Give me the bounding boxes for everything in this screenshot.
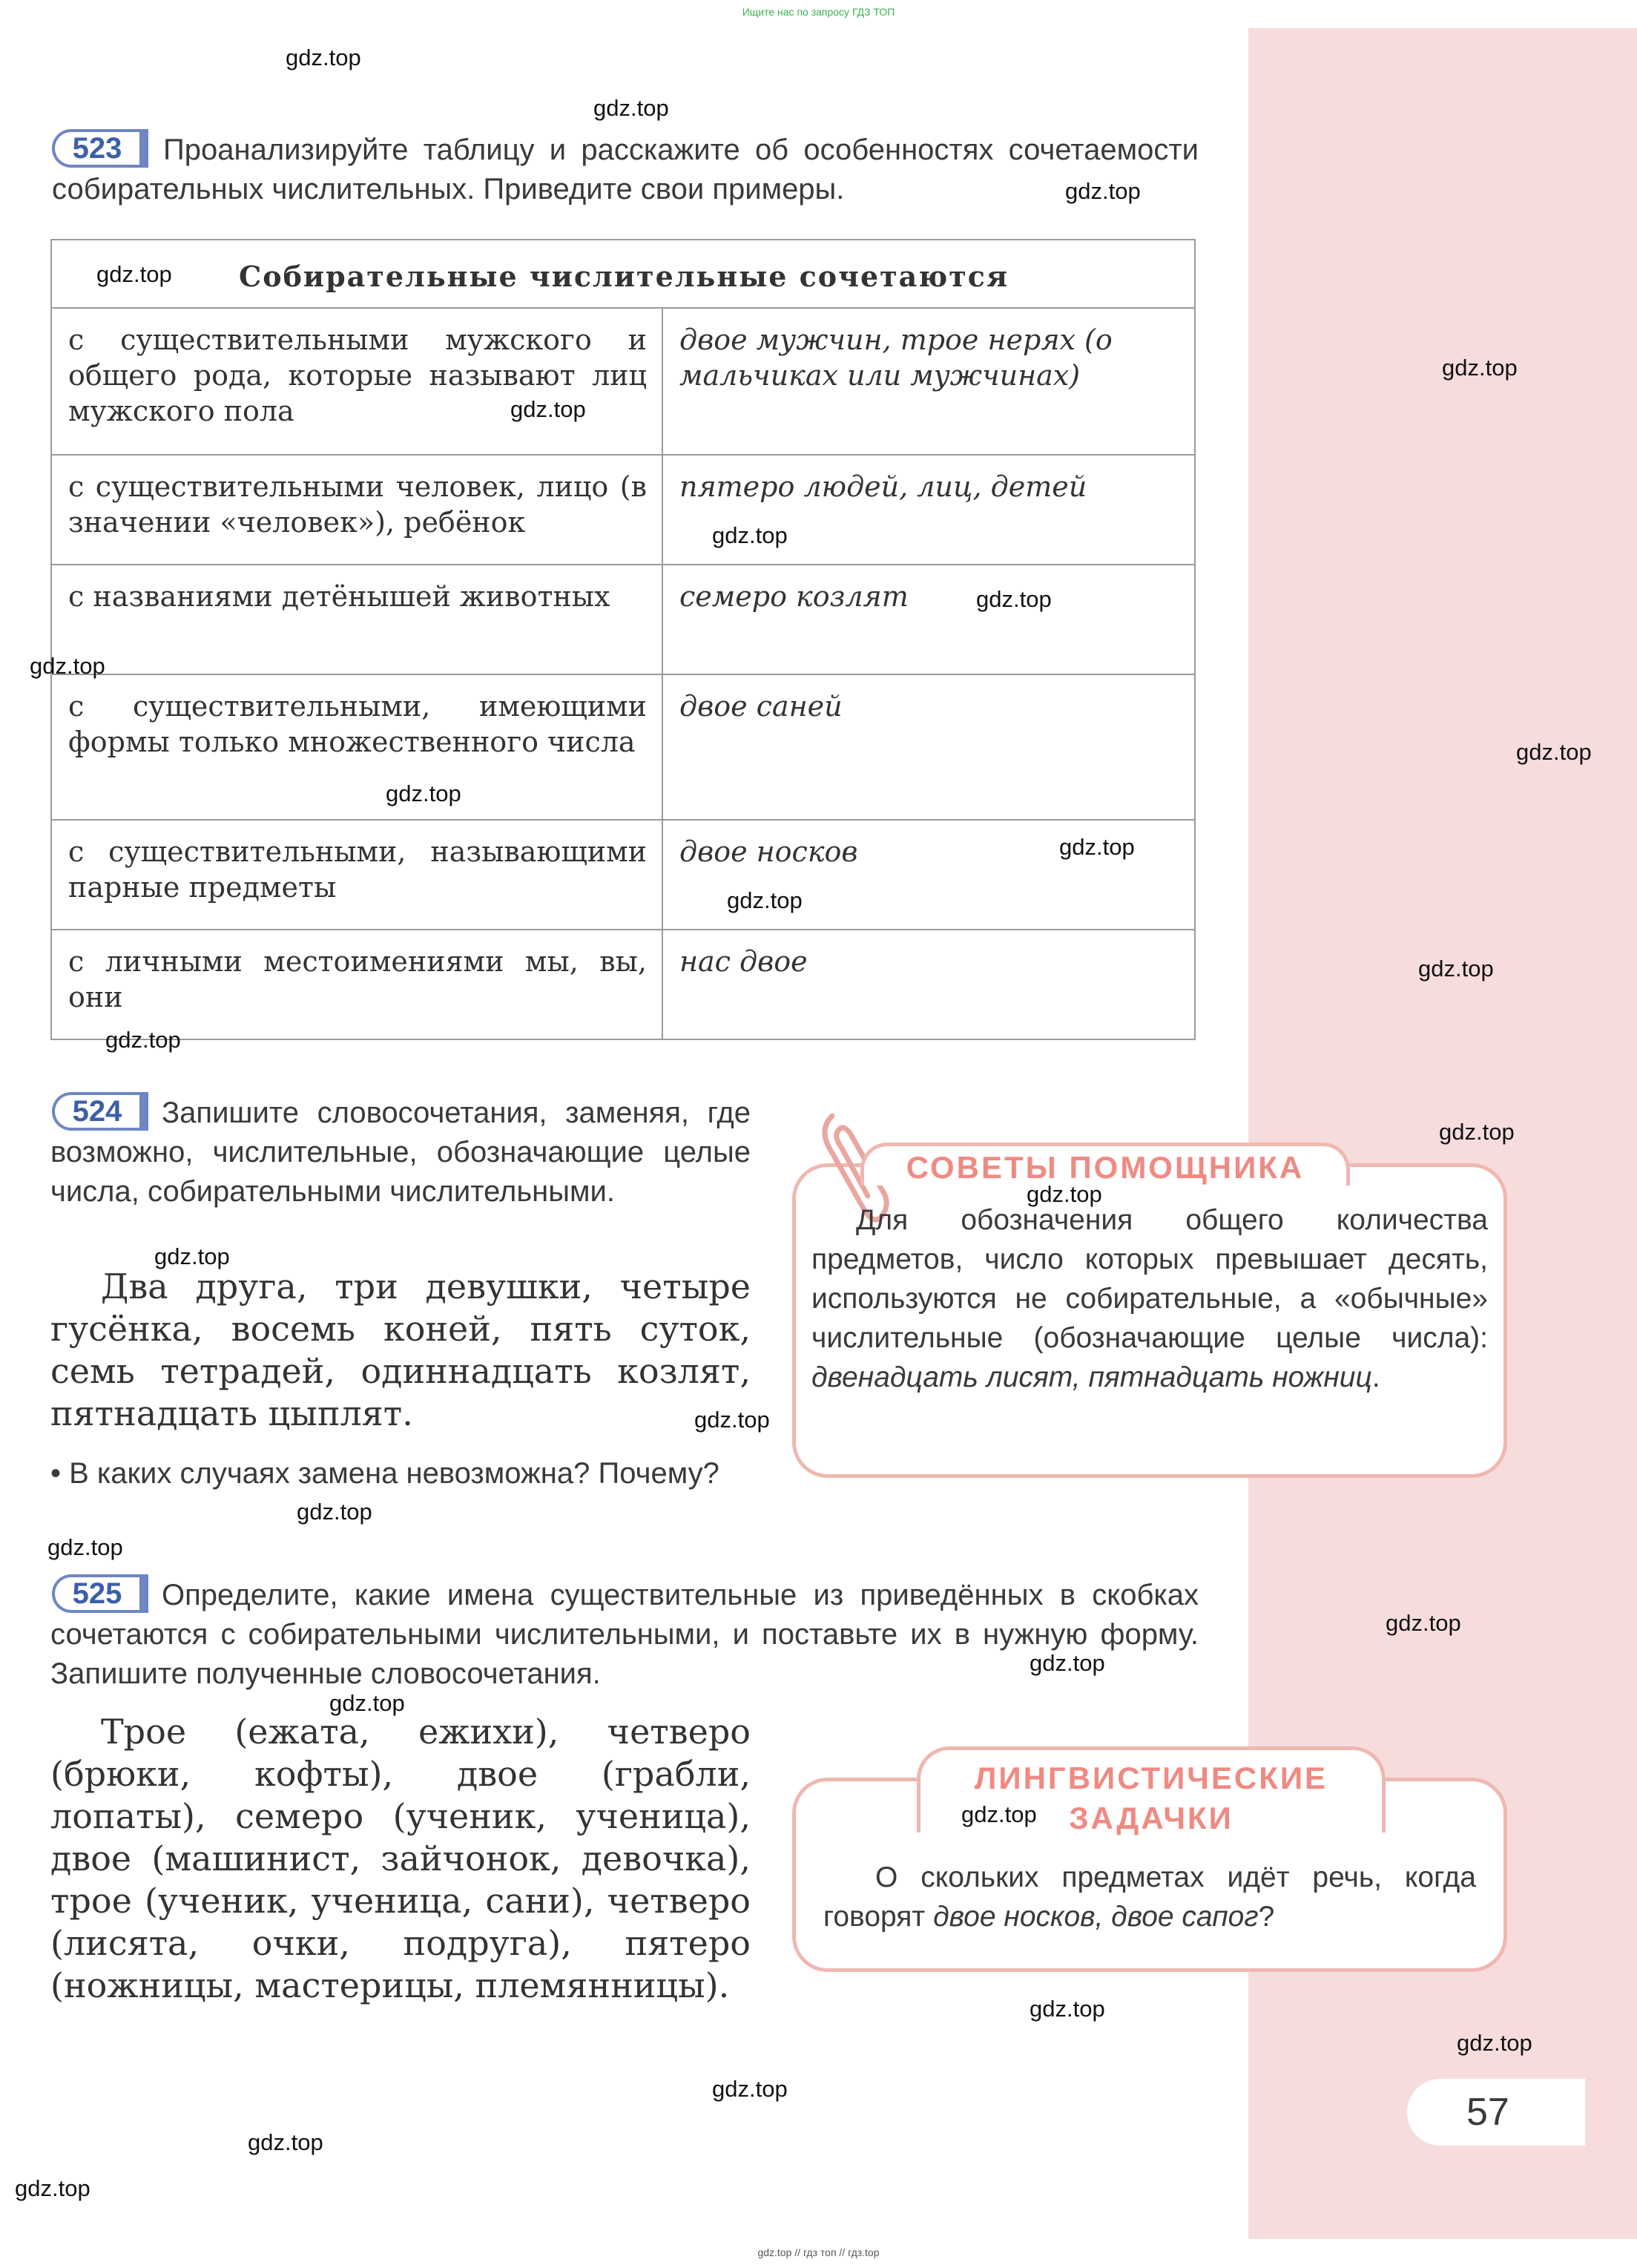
watermark: gdz.top: [712, 522, 788, 548]
exercise-524-text: Запишите словосочетания, заменяя, где возможно, числительные, обозначающие целые числа, собирательными числительными.: [50, 1097, 751, 1208]
watermark: gdz.top: [286, 45, 361, 70]
watermark: gdz.top: [510, 396, 586, 422]
table-cell-example: двое носков: [662, 820, 1195, 930]
table-header: Собирательные числительные сочетаются: [51, 240, 1195, 308]
exercise-524-number: 524: [52, 1092, 148, 1131]
collective-numerals-table: [50, 239, 1196, 1040]
watermark: gdz.top: [248, 2129, 323, 2155]
watermark: gdz.top: [1030, 1650, 1105, 1676]
page-number: 57: [1407, 2079, 1585, 2146]
watermark: gdz.top: [1386, 1610, 1461, 1636]
table-row: [51, 455, 1195, 565]
table-cell-rule: с существительными, имеющими формы только множественного числа: [51, 674, 662, 820]
watermark: gdz.top: [1030, 1996, 1105, 2022]
tips-end: .: [1371, 1361, 1380, 1393]
tips-examples: двенадцать лисят, пятнадцать ножниц: [811, 1361, 1372, 1393]
table-cell-rule: с существительными мужского и общего рода, которые называют лиц мужского пола: [51, 308, 662, 455]
exercise-524-example: Два друга, три девушки, четыре гусёнка, восемь коней, пять суток, семь тетрадей, одиннадцать козлят, пятнадцать цыплят.: [50, 1266, 751, 1433]
watermark: gdz.top: [727, 887, 803, 913]
watermark: gdz.top: [47, 1534, 123, 1560]
watermark: gdz.top: [1439, 1119, 1515, 1145]
table-cell-example: двое мужчин, трое нерях (о мальчиках или мужчинах): [662, 308, 1195, 455]
exercise-524-task: [50, 1094, 751, 1212]
watermark: gdz.top: [712, 2076, 788, 2102]
tips-text: [811, 1200, 1488, 1397]
puzzles-end: ?: [1258, 1901, 1275, 1933]
exercise-523-number: 523: [52, 129, 148, 168]
watermark: gdz.top: [1457, 2030, 1532, 2056]
table-row: [51, 674, 1195, 820]
puzzles-text: [823, 1858, 1476, 1936]
table-row: [51, 930, 1195, 1039]
puzzles-text-main: О скольких предметах идёт речь, когда говорят: [823, 1861, 1476, 1933]
tips-text-main: Для обозначения общего количества предметов, число которых превышает десять, используются не собирательные, а «обычные» числительные (обозначающие целые числа):: [811, 1204, 1488, 1354]
watermark: gdz.top: [1442, 355, 1518, 381]
watermark: gdz.top: [1065, 178, 1141, 204]
exercise-525-number: 525: [52, 1574, 148, 1613]
watermark: gdz.top: [961, 1801, 1037, 1827]
exercise-525-task: [50, 1576, 1199, 1694]
watermark: gdz.top: [694, 1407, 770, 1433]
exercise-523-task: [52, 131, 1199, 209]
top-banner: Ищите нас по запросу ГДЗ ТОП: [742, 6, 895, 18]
watermark: gdz.top: [1418, 956, 1494, 982]
watermark: gdz.top: [976, 586, 1052, 612]
table-cell-example: двое саней: [662, 674, 1195, 820]
table-cell-rule: с существительными человек, лицо (в значении «человек»), ребёнок: [51, 455, 662, 565]
watermark: gdz.top: [1027, 1181, 1102, 1207]
table-row: [51, 820, 1195, 930]
watermark: gdz.top: [15, 2175, 90, 2201]
watermark: gdz.top: [329, 1690, 405, 1716]
watermark: gdz.top: [593, 95, 669, 121]
table-row: [51, 308, 1195, 455]
watermark: gdz.top: [1059, 834, 1135, 860]
table-cell-example: пятеро людей, лиц, детей: [662, 455, 1195, 565]
bottom-banner: gdz.top // гдз топ // гдз.top: [757, 2246, 880, 2258]
table-cell-example: семеро козлят: [662, 565, 1195, 674]
table-cell-rule: с личными местоимениями мы, вы, они: [51, 930, 662, 1039]
watermark: gdz.top: [297, 1499, 372, 1525]
exercise-525-example: Трое (ежата, ежихи), четверо (брюки, кофты), двое (грабли, лопаты), семеро (ученик, ученица), двое (машинист, зайчонок, девочка), трое (ученик, ученица, сани), четверо (лисята, очки, подруга), пятеро (ножницы, мастерицы, племянницы).: [50, 1712, 751, 2005]
exercise-525-text: Определите, какие имена существительные из приведённых в скобках сочетаются с собирательными числительными, и поставьте их в нужную форму. Запишите полученные словосочетания.: [50, 1579, 1199, 1690]
puzzles-title-line1: ЛИНГВИСТИЧЕСКИЕ: [974, 1761, 1328, 1795]
puzzles-title-line2: ЗАДАЧКИ: [1069, 1801, 1233, 1835]
exercise-524-question: • В каких случаях замена невозможна? Почему?: [50, 1457, 719, 1490]
watermark: gdz.top: [96, 261, 172, 287]
tips-title: СОВЕТЫ ПОМОЩНИКА: [860, 1143, 1350, 1186]
table-row: [51, 565, 1195, 674]
watermark: gdz.top: [30, 653, 105, 679]
watermark: gdz.top: [154, 1243, 230, 1269]
table-cell-rule: с названиями детёнышей животных: [51, 565, 662, 674]
watermark: gdz.top: [1516, 739, 1592, 765]
watermark: gdz.top: [105, 1027, 181, 1053]
table-cell-rule: с существительными, называющими парные предметы: [51, 820, 662, 930]
watermark: gdz.top: [386, 780, 461, 806]
table-cell-example: нас двое: [662, 930, 1195, 1039]
puzzles-examples: двое носков, двое сапог: [933, 1901, 1259, 1933]
exercise-523-text: Проанализируйте таблицу и расскажите об особенностях сочетаемости собирательных числительных. Приведите свои примеры.: [52, 134, 1199, 206]
